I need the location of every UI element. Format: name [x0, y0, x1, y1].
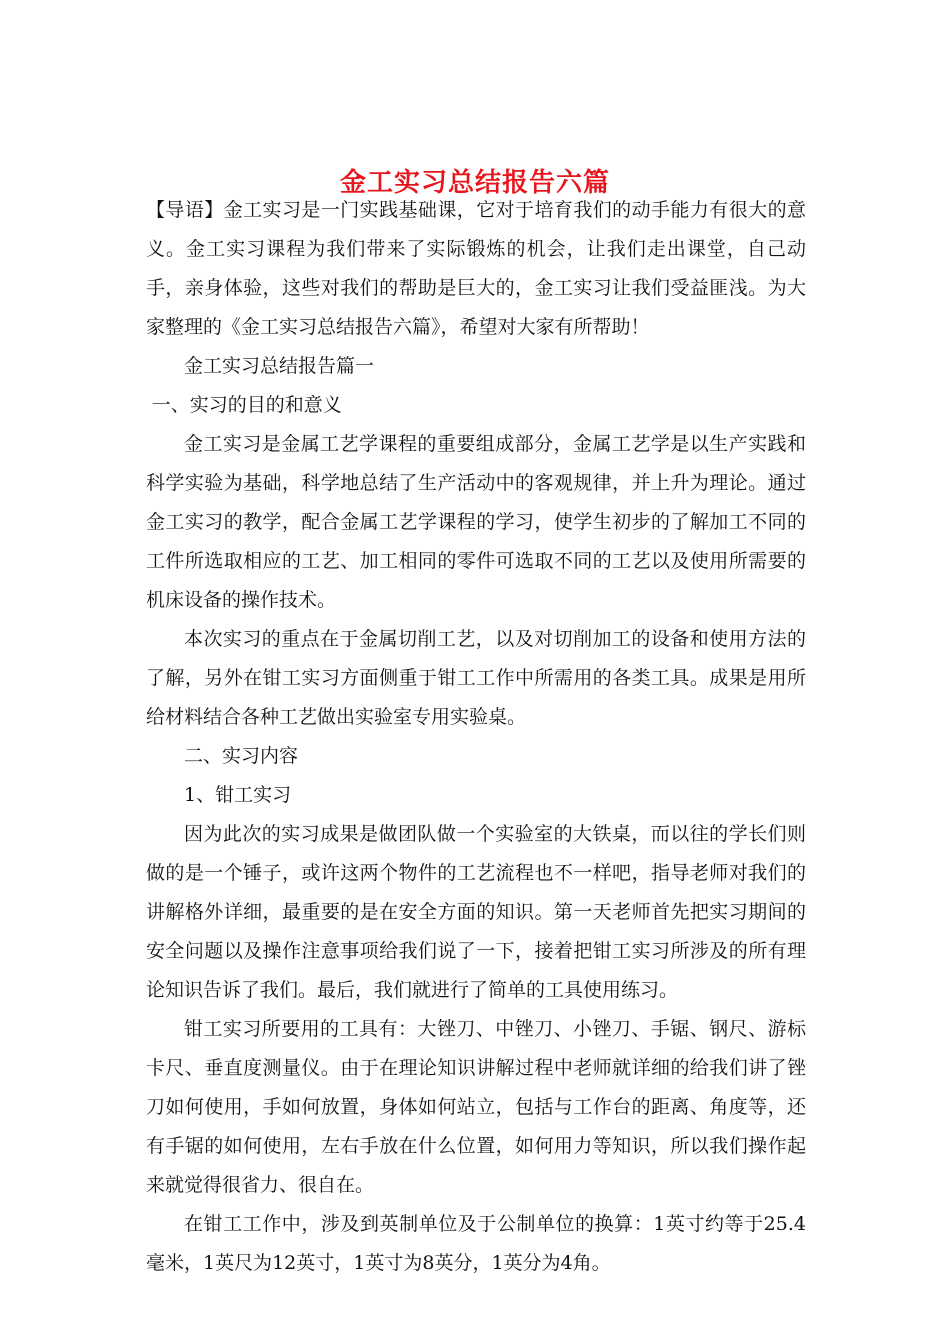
body-paragraph: 本次实习的重点在于金属切削工艺，以及对切削加工的设备和使用方法的了解，另外在钳工实习方面侧重于钳工工作中所需用的各类工具。成果是用所给材料结合各种工艺做出实验室专用实验桌。 [146, 628, 806, 728]
body-paragraph: 金工实习是金属工艺学课程的重要组成部分，金属工艺学是以生产实践和科学实验为基础，科学地总结了生产活动中的客观规律，并上升为理论。通过金工实习的教学，配合金属工艺学课程的学习，使学生初步的了解加工不同的工件所选取相应的工艺、加工相同的零件可选取不同的工艺以及使用所需要的机床设备的操作技术。 [146, 433, 806, 611]
section-heading: 金工实习总结报告篇一 [184, 355, 375, 377]
document-body [146, 191, 806, 1283]
subsection-heading: 一、实习的目的和意义 [151, 394, 342, 416]
subsection-heading: 1、钳工实习 [184, 784, 292, 806]
intro-paragraph: 【导语】金工实习是一门实践基础课，它对于培育我们的动手能力有很大的意义。金工实习课程为我们带来了实际锻炼的机会，让我们走出课堂，自己动手，亲身体验，这些对我们的帮助是巨大的，金工实习让我们受益匪浅。为大家整理的《金工实习总结报告六篇》，希望对大家有所帮助！ [146, 199, 806, 338]
body-paragraph: 因为此次的实习成果是做团队做一个实验室的大铁桌，而以往的学长们则做的是一个锤子，或许这两个物件的工艺流程也不一样吧，指导老师对我们的讲解格外详细，最重要的是在安全方面的知识。第一天老师首先把实习期间的安全问题以及操作注意事项给我们说了一下，接着把钳工实习所涉及的所有理论知识告诉了我们。最后，我们就进行了简单的工具使用练习。 [146, 823, 806, 1001]
subsection-heading: 二、实习内容 [184, 745, 299, 767]
body-paragraph: 钳工实习所要用的工具有：大锉刀、中锉刀、小锉刀、手锯、钢尺、游标卡尺、垂直度测量仪。由于在理论知识讲解过程中老师就详细的给我们讲了锉刀如何使用，手如何放置，身体如何站立，包括与工作台的距离、角度等，还有手锯的如何使用，左右手放在什么位置，如何用力等知识，所以我们操作起来就觉得很省力、很自在。 [146, 1018, 806, 1196]
body-paragraph: 在钳工工作中，涉及到英制单位及于公制单位的换算：1英寸约等于25.4毫米，1英尺为12英寸，1英寸为8英分，1英分为4角。 [146, 1213, 806, 1274]
document-title: 金工实习总结报告六篇 [339, 168, 610, 199]
